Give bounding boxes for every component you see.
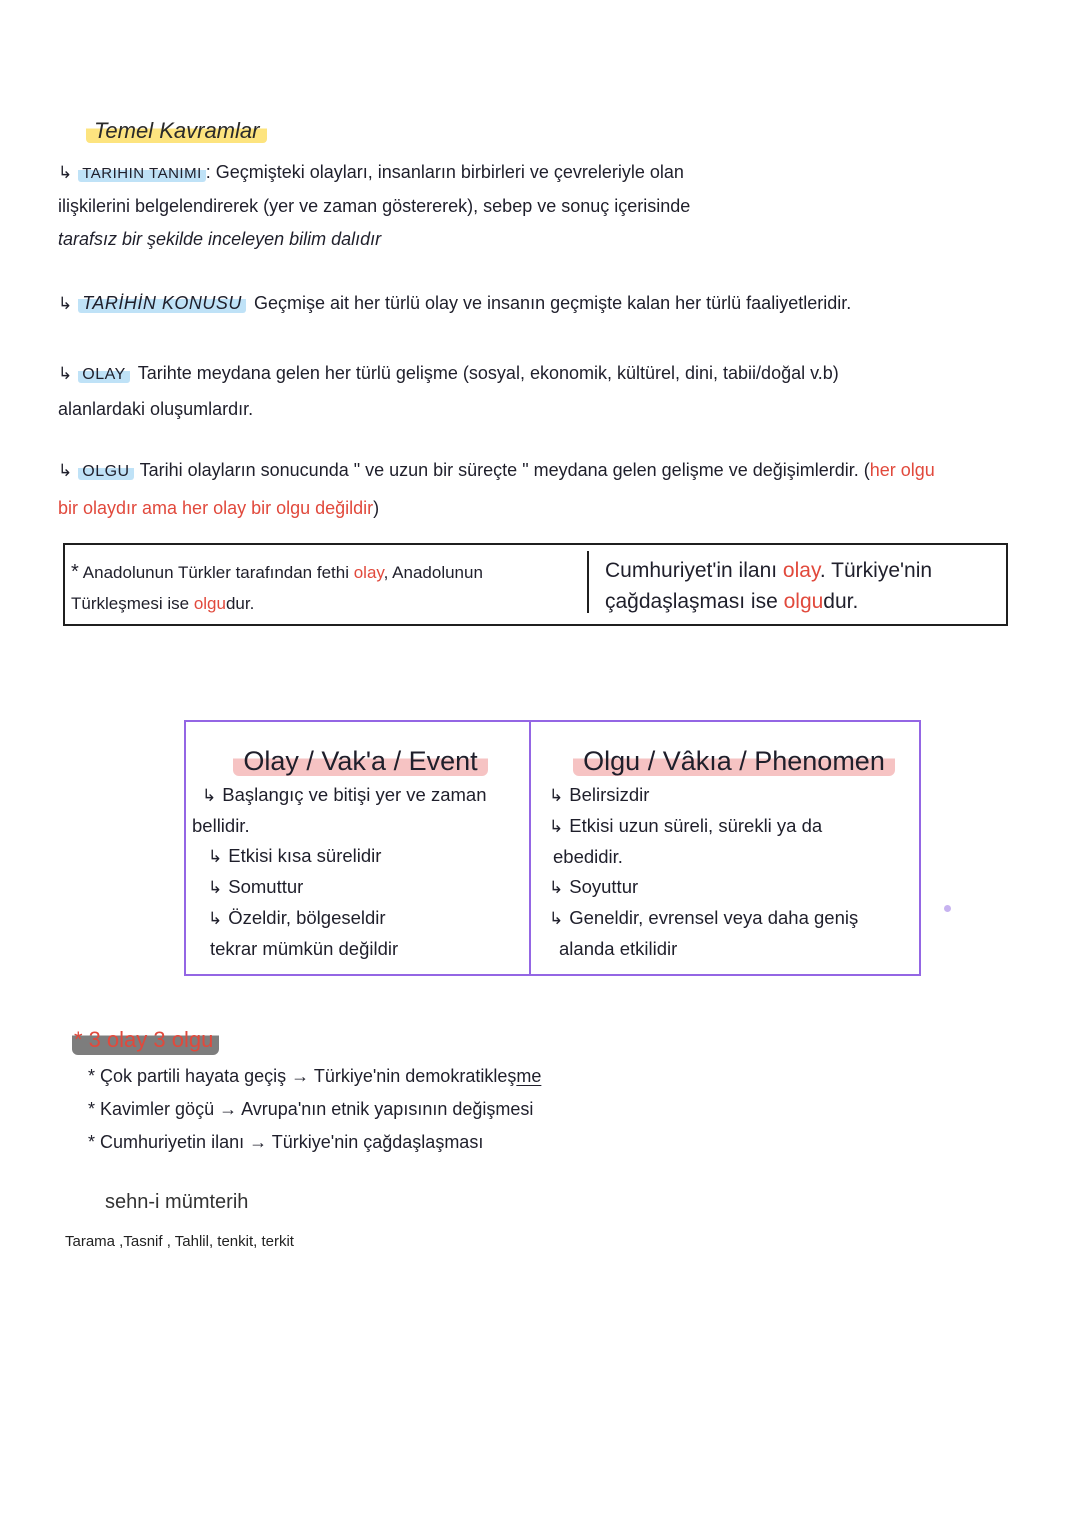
olgu-column-header	[549, 744, 919, 778]
olgu-text: Tarihi olayların sonucunda " ve uzun bir süreçte " meydana gelen gelişme ve değişimlerdir. (	[139, 460, 870, 480]
olgu-item	[549, 903, 919, 934]
olay-item-text: Etkisi kısa sürelidir	[228, 845, 382, 866]
return-arrow-icon: ↳	[58, 294, 73, 313]
example-box	[63, 543, 1008, 626]
olay-header-text: Olay / Vak'a / Event	[233, 746, 487, 776]
example-left-olgu: olgu	[193, 594, 226, 613]
examples-heading-text: 3 olay 3 olgu	[88, 1027, 214, 1052]
olay-line-2: alanlardaki oluşumlardır.	[58, 399, 254, 419]
return-arrow-icon: ↳	[202, 786, 217, 805]
olay-label: OLAY	[78, 366, 130, 383]
olay-item-cont: bellidir.	[192, 815, 250, 836]
example-left-text: Anadolunun Türkler tarafından fethi	[82, 563, 354, 582]
example-right-line-2	[605, 586, 998, 617]
example-left-line-1	[71, 557, 581, 588]
olgu-red-text-2: bir olaydır ama her olay bir olgu değildir	[58, 498, 374, 518]
return-arrow-icon: ↳	[549, 786, 564, 805]
olgu-column	[531, 722, 919, 974]
example-right-olay: olay	[782, 559, 820, 582]
example-olgu-text: Türkiye'nin demokratikleş	[313, 1066, 517, 1086]
return-arrow-icon: ↳	[549, 878, 564, 897]
list-item	[88, 1060, 541, 1093]
olgu-item-text: Belirsizdir	[569, 784, 650, 805]
title-wrap	[86, 118, 267, 144]
olay-text: Tarihte meydana gelen her türlü gelişme (sosyal, ekonomik, kültürel, dini, tabii/doğal v.b)	[137, 363, 839, 383]
example-olay: Çok partili hayata geçiş	[100, 1066, 287, 1086]
list-item	[88, 1093, 541, 1126]
methods-text: Tarama ,Tasnif , Tahlil, tenkit, terkit	[65, 1233, 294, 1250]
tanim-text: : Geçmişteki olayları, insanların birbirleri ve çevreleriyle olan	[205, 162, 684, 182]
konusu-label: TARİHİN KONUSU	[78, 293, 246, 313]
example-left-olay: olay	[353, 563, 384, 582]
olgu-item-cont: alanda etkilidir	[559, 938, 678, 959]
return-arrow-icon: ↳	[549, 909, 564, 928]
return-arrow-icon: ↳	[208, 878, 223, 897]
olgu-header-text: Olgu / Vâkıa / Phenomen	[573, 746, 895, 776]
star-icon: *	[88, 1099, 96, 1119]
example-right-suffix: dur.	[823, 590, 859, 613]
olgu-item	[549, 811, 919, 842]
olay-item	[192, 872, 529, 903]
example-olay: Kavimler göçü	[100, 1099, 215, 1119]
olgu-line-1	[58, 452, 1058, 490]
konusu-line	[58, 287, 1058, 320]
olgu-item	[549, 780, 919, 811]
olgu-item-text: Soyuttur	[569, 876, 639, 897]
list-item	[88, 1126, 541, 1159]
olgu-close-paren: )	[373, 498, 380, 518]
olay-column-header	[192, 744, 529, 778]
example-right-olgu: olgu	[783, 590, 824, 613]
olay-item	[192, 841, 529, 872]
example-olgu-underlined: me	[516, 1066, 542, 1086]
olgu-section	[58, 452, 1058, 526]
tanim-line-1	[58, 156, 1058, 190]
olgu-item-text: Etkisi uzun süreli, sürekli ya da	[569, 815, 823, 836]
konusu-section	[58, 287, 1058, 320]
example-left-mid: , Anadolunun	[383, 563, 483, 582]
example-right-text-2: çağdaşlaşması ise	[605, 590, 784, 613]
olgu-label: OLGU	[78, 463, 133, 480]
example-olay: Cumhuriyetin ilanı	[100, 1132, 245, 1152]
return-arrow-icon: ↳	[549, 817, 564, 836]
example-left-suffix: dur.	[225, 594, 255, 613]
example-olgu: Türkiye'nin çağdaşlaşması	[271, 1132, 484, 1152]
olgu-item-text: Geneldir, evrensel veya daha geniş	[569, 907, 859, 928]
return-arrow-icon: ↳	[208, 909, 223, 928]
tanim-line-3: tarafsız bir şekilde inceleyen bilim dalıdır	[58, 229, 382, 249]
return-arrow-icon: ↳	[208, 847, 223, 866]
tanim-label: TARIHIN TANIMI	[78, 165, 206, 182]
star-icon: *	[88, 1066, 96, 1086]
olgu-item	[549, 872, 919, 903]
example-right-mid: . Türkiye'nin	[819, 559, 933, 582]
olay-item-text: Başlangıç ve bitişi yer ve zaman	[222, 784, 487, 805]
olay-item-cont: tekrar mümkün değildir	[210, 938, 399, 959]
example-right-line-1	[605, 555, 998, 586]
konusu-text: Geçmişe ait her türlü olay ve insanın geçmişte kalan her türlü faaliyetleridir.	[253, 293, 852, 313]
example-box-left	[65, 545, 587, 624]
example-right-text: Cumhuriyet'in ilanı	[605, 559, 783, 582]
note-text: sehn-i mümterih	[105, 1191, 249, 1213]
right-arrow-icon: →	[219, 1099, 238, 1119]
tanim-line-2: ilişkilerini belgelendirerek (yer ve zaman göstererek), sebep ve sonuç içerisinde	[58, 196, 691, 216]
example-olgu	[314, 1066, 542, 1086]
right-arrow-icon: →	[291, 1066, 310, 1086]
olgu-item-cont: ebedidir.	[553, 846, 623, 867]
olay-section	[58, 356, 1058, 426]
example-left-text-2: Türkleşmesi ise	[71, 594, 194, 613]
olay-item	[192, 780, 529, 811]
example-olgu: Avrupa'nın etnik yapısının değişmesi	[241, 1099, 534, 1119]
comparison-table	[184, 720, 921, 976]
olay-line-1	[58, 356, 1058, 392]
return-arrow-icon: ↳	[58, 163, 73, 182]
olay-item-text: Somuttur	[228, 876, 304, 897]
examples-heading	[72, 1025, 219, 1055]
olgu-line-2	[58, 490, 1058, 526]
olay-item-text: Özeldir, bölgeseldir	[228, 907, 386, 928]
right-arrow-icon: →	[249, 1132, 268, 1152]
example-box-divider	[587, 551, 589, 613]
olgu-red-text: her olgu	[869, 460, 935, 480]
star-icon: *	[88, 1132, 96, 1152]
decorative-dot	[944, 905, 951, 912]
return-arrow-icon: ↳	[58, 461, 73, 480]
example-left-line-2	[71, 588, 581, 619]
tanim-section	[58, 156, 1058, 256]
olay-column	[186, 722, 531, 974]
examples-list	[88, 1060, 541, 1159]
star-icon: *	[74, 1027, 83, 1052]
page-title: Temel Kavramlar	[86, 118, 267, 143]
example-box-right	[587, 545, 1006, 624]
return-arrow-icon: ↳	[58, 364, 73, 383]
star-icon: *	[71, 561, 79, 583]
olay-item	[192, 903, 529, 934]
